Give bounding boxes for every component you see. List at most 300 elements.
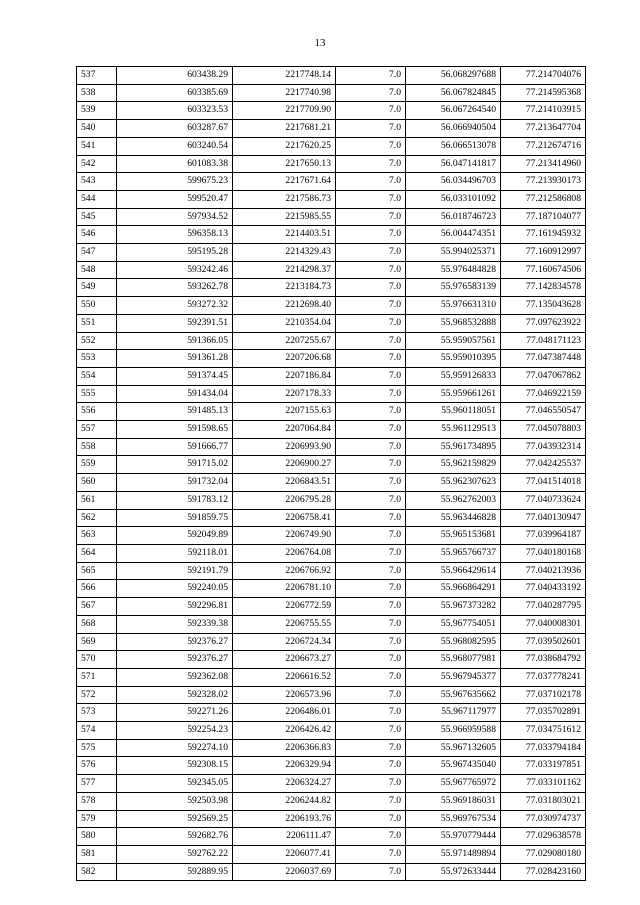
longitude-cell: 77.031803021 bbox=[501, 792, 586, 810]
depth-cell: 7.0 bbox=[336, 173, 406, 191]
table-row bbox=[77, 385, 586, 403]
y-coordinate-cell: 2206755.55 bbox=[233, 615, 336, 633]
x-coordinate-cell: 592391.51 bbox=[117, 314, 233, 332]
table-row bbox=[77, 633, 586, 651]
x-coordinate-cell: 591485.13 bbox=[117, 403, 233, 421]
depth-cell: 7.0 bbox=[336, 120, 406, 138]
x-coordinate-cell: 596358.13 bbox=[117, 226, 233, 244]
y-coordinate-cell: 2217586.73 bbox=[233, 190, 336, 208]
depth-cell: 7.0 bbox=[336, 244, 406, 262]
point-number-cell: 570 bbox=[77, 651, 117, 669]
longitude-cell: 77.214595368 bbox=[501, 84, 586, 102]
longitude-cell: 77.048171123 bbox=[501, 332, 586, 350]
latitude-cell: 56.067824845 bbox=[406, 84, 501, 102]
x-coordinate-cell: 603287.67 bbox=[117, 120, 233, 138]
longitude-cell: 77.214704076 bbox=[501, 67, 586, 85]
y-coordinate-cell: 2213184.73 bbox=[233, 279, 336, 297]
x-coordinate-cell: 592118.01 bbox=[117, 544, 233, 562]
table-row bbox=[77, 173, 586, 191]
x-coordinate-cell: 591361.28 bbox=[117, 350, 233, 368]
table-row bbox=[77, 137, 586, 155]
table-row bbox=[77, 722, 586, 740]
point-number-cell: 562 bbox=[77, 509, 117, 527]
y-coordinate-cell: 2207155.63 bbox=[233, 403, 336, 421]
longitude-cell: 77.033197851 bbox=[501, 757, 586, 775]
longitude-cell: 77.035702891 bbox=[501, 704, 586, 722]
x-coordinate-cell: 592308.15 bbox=[117, 757, 233, 775]
depth-cell: 7.0 bbox=[336, 580, 406, 598]
depth-cell: 7.0 bbox=[336, 403, 406, 421]
point-number-cell: 549 bbox=[77, 279, 117, 297]
latitude-cell: 55.976583139 bbox=[406, 279, 501, 297]
y-coordinate-cell: 2206772.59 bbox=[233, 598, 336, 616]
table-row bbox=[77, 403, 586, 421]
longitude-cell: 77.160912997 bbox=[501, 244, 586, 262]
depth-cell: 7.0 bbox=[336, 332, 406, 350]
latitude-cell: 56.033101092 bbox=[406, 190, 501, 208]
point-number-cell: 554 bbox=[77, 367, 117, 385]
latitude-cell: 55.962762003 bbox=[406, 491, 501, 509]
longitude-cell: 77.040433192 bbox=[501, 580, 586, 598]
point-number-cell: 547 bbox=[77, 244, 117, 262]
depth-cell: 7.0 bbox=[336, 421, 406, 439]
depth-cell: 7.0 bbox=[336, 226, 406, 244]
y-coordinate-cell: 2207178.33 bbox=[233, 385, 336, 403]
table-row bbox=[77, 438, 586, 456]
table-row bbox=[77, 792, 586, 810]
longitude-cell: 77.047387448 bbox=[501, 350, 586, 368]
table-row bbox=[77, 350, 586, 368]
table-row bbox=[77, 527, 586, 545]
depth-cell: 7.0 bbox=[336, 598, 406, 616]
x-coordinate-cell: 591374.45 bbox=[117, 367, 233, 385]
latitude-cell: 55.965766737 bbox=[406, 544, 501, 562]
longitude-cell: 77.043932314 bbox=[501, 438, 586, 456]
depth-cell: 7.0 bbox=[336, 474, 406, 492]
y-coordinate-cell: 2217671.64 bbox=[233, 173, 336, 191]
longitude-cell: 77.029638578 bbox=[501, 828, 586, 846]
longitude-cell: 77.161945932 bbox=[501, 226, 586, 244]
longitude-cell: 77.135043628 bbox=[501, 297, 586, 315]
table-row bbox=[77, 208, 586, 226]
table-row bbox=[77, 332, 586, 350]
x-coordinate-cell: 595195.28 bbox=[117, 244, 233, 262]
longitude-cell: 77.187104077 bbox=[501, 208, 586, 226]
longitude-cell: 77.037102178 bbox=[501, 686, 586, 704]
longitude-cell: 77.040130947 bbox=[501, 509, 586, 527]
longitude-cell: 77.047067862 bbox=[501, 367, 586, 385]
point-number-cell: 555 bbox=[77, 385, 117, 403]
point-number-cell: 569 bbox=[77, 633, 117, 651]
x-coordinate-cell: 592271.26 bbox=[117, 704, 233, 722]
coordinates-table bbox=[76, 66, 586, 881]
depth-cell: 7.0 bbox=[336, 67, 406, 85]
longitude-cell: 77.040287795 bbox=[501, 598, 586, 616]
longitude-cell: 77.212674716 bbox=[501, 137, 586, 155]
x-coordinate-cell: 591715.02 bbox=[117, 456, 233, 474]
latitude-cell: 56.067264540 bbox=[406, 102, 501, 120]
point-number-cell: 567 bbox=[77, 598, 117, 616]
depth-cell: 7.0 bbox=[336, 863, 406, 881]
x-coordinate-cell: 591666.77 bbox=[117, 438, 233, 456]
table-row bbox=[77, 544, 586, 562]
depth-cell: 7.0 bbox=[336, 367, 406, 385]
depth-cell: 7.0 bbox=[336, 633, 406, 651]
depth-cell: 7.0 bbox=[336, 297, 406, 315]
longitude-cell: 77.046922159 bbox=[501, 385, 586, 403]
x-coordinate-cell: 591366.05 bbox=[117, 332, 233, 350]
longitude-cell: 77.033794184 bbox=[501, 739, 586, 757]
depth-cell: 7.0 bbox=[336, 810, 406, 828]
x-coordinate-cell: 592339.38 bbox=[117, 615, 233, 633]
depth-cell: 7.0 bbox=[336, 828, 406, 846]
y-coordinate-cell: 2214403.51 bbox=[233, 226, 336, 244]
point-number-cell: 538 bbox=[77, 84, 117, 102]
x-coordinate-cell: 592682.76 bbox=[117, 828, 233, 846]
point-number-cell: 568 bbox=[77, 615, 117, 633]
y-coordinate-cell: 2217650.13 bbox=[233, 155, 336, 173]
table-row bbox=[77, 863, 586, 881]
y-coordinate-cell: 2206244.82 bbox=[233, 792, 336, 810]
y-coordinate-cell: 2206111.47 bbox=[233, 828, 336, 846]
y-coordinate-cell: 2206749.90 bbox=[233, 527, 336, 545]
latitude-cell: 55.967132605 bbox=[406, 739, 501, 757]
y-coordinate-cell: 2206758.41 bbox=[233, 509, 336, 527]
depth-cell: 7.0 bbox=[336, 190, 406, 208]
x-coordinate-cell: 592362.08 bbox=[117, 668, 233, 686]
point-number-cell: 544 bbox=[77, 190, 117, 208]
y-coordinate-cell: 2206329.94 bbox=[233, 757, 336, 775]
x-coordinate-cell: 591732.04 bbox=[117, 474, 233, 492]
depth-cell: 7.0 bbox=[336, 722, 406, 740]
point-number-cell: 581 bbox=[77, 845, 117, 863]
y-coordinate-cell: 2206766.92 bbox=[233, 562, 336, 580]
longitude-cell: 77.097623922 bbox=[501, 314, 586, 332]
longitude-cell: 77.212586808 bbox=[501, 190, 586, 208]
point-number-cell: 553 bbox=[77, 350, 117, 368]
x-coordinate-cell: 592049.89 bbox=[117, 527, 233, 545]
table-row bbox=[77, 474, 586, 492]
table-body bbox=[77, 67, 586, 881]
x-coordinate-cell: 603385.69 bbox=[117, 84, 233, 102]
y-coordinate-cell: 2207255.67 bbox=[233, 332, 336, 350]
point-number-cell: 564 bbox=[77, 544, 117, 562]
depth-cell: 7.0 bbox=[336, 84, 406, 102]
x-coordinate-cell: 592328.02 bbox=[117, 686, 233, 704]
latitude-cell: 55.967435040 bbox=[406, 757, 501, 775]
latitude-cell: 55.966864291 bbox=[406, 580, 501, 598]
depth-cell: 7.0 bbox=[336, 385, 406, 403]
point-number-cell: 579 bbox=[77, 810, 117, 828]
longitude-cell: 77.041514018 bbox=[501, 474, 586, 492]
depth-cell: 7.0 bbox=[336, 615, 406, 633]
x-coordinate-cell: 603323.53 bbox=[117, 102, 233, 120]
point-number-cell: 577 bbox=[77, 775, 117, 793]
depth-cell: 7.0 bbox=[336, 668, 406, 686]
table-row bbox=[77, 491, 586, 509]
table-row bbox=[77, 102, 586, 120]
depth-cell: 7.0 bbox=[336, 792, 406, 810]
longitude-cell: 77.046550547 bbox=[501, 403, 586, 421]
table-row bbox=[77, 297, 586, 315]
y-coordinate-cell: 2206077.41 bbox=[233, 845, 336, 863]
table-row bbox=[77, 279, 586, 297]
longitude-cell: 77.213930173 bbox=[501, 173, 586, 191]
y-coordinate-cell: 2206193.76 bbox=[233, 810, 336, 828]
x-coordinate-cell: 597934.52 bbox=[117, 208, 233, 226]
depth-cell: 7.0 bbox=[336, 438, 406, 456]
point-number-cell: 572 bbox=[77, 686, 117, 704]
table-row bbox=[77, 580, 586, 598]
table-row bbox=[77, 244, 586, 262]
point-number-cell: 573 bbox=[77, 704, 117, 722]
x-coordinate-cell: 591434.04 bbox=[117, 385, 233, 403]
depth-cell: 7.0 bbox=[336, 704, 406, 722]
y-coordinate-cell: 2206486.01 bbox=[233, 704, 336, 722]
y-coordinate-cell: 2206366.83 bbox=[233, 739, 336, 757]
latitude-cell: 55.967373282 bbox=[406, 598, 501, 616]
table-row bbox=[77, 775, 586, 793]
latitude-cell: 55.963446828 bbox=[406, 509, 501, 527]
x-coordinate-cell: 592376.27 bbox=[117, 633, 233, 651]
table-row bbox=[77, 562, 586, 580]
y-coordinate-cell: 2217709.90 bbox=[233, 102, 336, 120]
latitude-cell: 56.068297688 bbox=[406, 67, 501, 85]
point-number-cell: 574 bbox=[77, 722, 117, 740]
x-coordinate-cell: 592191.79 bbox=[117, 562, 233, 580]
longitude-cell: 77.213414960 bbox=[501, 155, 586, 173]
y-coordinate-cell: 2206673.27 bbox=[233, 651, 336, 669]
depth-cell: 7.0 bbox=[336, 155, 406, 173]
latitude-cell: 55.961129513 bbox=[406, 421, 501, 439]
depth-cell: 7.0 bbox=[336, 544, 406, 562]
y-coordinate-cell: 2207186.84 bbox=[233, 367, 336, 385]
y-coordinate-cell: 2206616.52 bbox=[233, 668, 336, 686]
longitude-cell: 77.034751612 bbox=[501, 722, 586, 740]
x-coordinate-cell: 592889.95 bbox=[117, 863, 233, 881]
y-coordinate-cell: 2217620.25 bbox=[233, 137, 336, 155]
latitude-cell: 55.960118051 bbox=[406, 403, 501, 421]
table-row bbox=[77, 668, 586, 686]
latitude-cell: 55.968532888 bbox=[406, 314, 501, 332]
table-row bbox=[77, 314, 586, 332]
point-number-cell: 550 bbox=[77, 297, 117, 315]
table-row bbox=[77, 155, 586, 173]
point-number-cell: 561 bbox=[77, 491, 117, 509]
depth-cell: 7.0 bbox=[336, 261, 406, 279]
point-number-cell: 543 bbox=[77, 173, 117, 191]
latitude-cell: 55.959010395 bbox=[406, 350, 501, 368]
depth-cell: 7.0 bbox=[336, 527, 406, 545]
y-coordinate-cell: 2217748.14 bbox=[233, 67, 336, 85]
y-coordinate-cell: 2212698.40 bbox=[233, 297, 336, 315]
point-number-cell: 552 bbox=[77, 332, 117, 350]
point-number-cell: 559 bbox=[77, 456, 117, 474]
latitude-cell: 55.967635662 bbox=[406, 686, 501, 704]
table-row bbox=[77, 84, 586, 102]
latitude-cell: 55.965153681 bbox=[406, 527, 501, 545]
x-coordinate-cell: 592296.81 bbox=[117, 598, 233, 616]
table-row bbox=[77, 226, 586, 244]
longitude-cell: 77.037778241 bbox=[501, 668, 586, 686]
table-row bbox=[77, 686, 586, 704]
longitude-cell: 77.142834578 bbox=[501, 279, 586, 297]
y-coordinate-cell: 2215985.55 bbox=[233, 208, 336, 226]
point-number-cell: 560 bbox=[77, 474, 117, 492]
longitude-cell: 77.029080180 bbox=[501, 845, 586, 863]
point-number-cell: 546 bbox=[77, 226, 117, 244]
point-number-cell: 539 bbox=[77, 102, 117, 120]
latitude-cell: 55.967765972 bbox=[406, 775, 501, 793]
table-row bbox=[77, 757, 586, 775]
depth-cell: 7.0 bbox=[336, 314, 406, 332]
y-coordinate-cell: 2217740.98 bbox=[233, 84, 336, 102]
table-row bbox=[77, 810, 586, 828]
longitude-cell: 77.028423160 bbox=[501, 863, 586, 881]
longitude-cell: 77.040008301 bbox=[501, 615, 586, 633]
table-row bbox=[77, 651, 586, 669]
y-coordinate-cell: 2206426.42 bbox=[233, 722, 336, 740]
depth-cell: 7.0 bbox=[336, 739, 406, 757]
latitude-cell: 55.967754051 bbox=[406, 615, 501, 633]
x-coordinate-cell: 593242.46 bbox=[117, 261, 233, 279]
point-number-cell: 542 bbox=[77, 155, 117, 173]
y-coordinate-cell: 2207206.68 bbox=[233, 350, 336, 368]
latitude-cell: 55.967945377 bbox=[406, 668, 501, 686]
latitude-cell: 56.018746723 bbox=[406, 208, 501, 226]
longitude-cell: 77.045078803 bbox=[501, 421, 586, 439]
y-coordinate-cell: 2206781.10 bbox=[233, 580, 336, 598]
point-number-cell: 582 bbox=[77, 863, 117, 881]
x-coordinate-cell: 591598.65 bbox=[117, 421, 233, 439]
x-coordinate-cell: 599675.23 bbox=[117, 173, 233, 191]
table-row bbox=[77, 190, 586, 208]
point-number-cell: 575 bbox=[77, 739, 117, 757]
latitude-cell: 55.961734895 bbox=[406, 438, 501, 456]
depth-cell: 7.0 bbox=[336, 845, 406, 863]
x-coordinate-cell: 592503.98 bbox=[117, 792, 233, 810]
table-row bbox=[77, 845, 586, 863]
page-number: 13 bbox=[314, 37, 326, 49]
depth-cell: 7.0 bbox=[336, 350, 406, 368]
latitude-cell: 56.004474351 bbox=[406, 226, 501, 244]
depth-cell: 7.0 bbox=[336, 686, 406, 704]
y-coordinate-cell: 2210354.04 bbox=[233, 314, 336, 332]
x-coordinate-cell: 592240.05 bbox=[117, 580, 233, 598]
depth-cell: 7.0 bbox=[336, 562, 406, 580]
table-row bbox=[77, 456, 586, 474]
point-number-cell: 558 bbox=[77, 438, 117, 456]
table-row bbox=[77, 509, 586, 527]
depth-cell: 7.0 bbox=[336, 137, 406, 155]
latitude-cell: 56.066513078 bbox=[406, 137, 501, 155]
point-number-cell: 545 bbox=[77, 208, 117, 226]
latitude-cell: 55.962307623 bbox=[406, 474, 501, 492]
point-number-cell: 556 bbox=[77, 403, 117, 421]
longitude-cell: 77.038684792 bbox=[501, 651, 586, 669]
latitude-cell: 55.959057561 bbox=[406, 332, 501, 350]
latitude-cell: 55.976631310 bbox=[406, 297, 501, 315]
latitude-cell: 56.034496703 bbox=[406, 173, 501, 191]
y-coordinate-cell: 2206573.96 bbox=[233, 686, 336, 704]
latitude-cell: 55.994025371 bbox=[406, 244, 501, 262]
point-number-cell: 537 bbox=[77, 67, 117, 85]
x-coordinate-cell: 592762.22 bbox=[117, 845, 233, 863]
depth-cell: 7.0 bbox=[336, 757, 406, 775]
point-number-cell: 571 bbox=[77, 668, 117, 686]
latitude-cell: 55.967117977 bbox=[406, 704, 501, 722]
latitude-cell: 56.066940504 bbox=[406, 120, 501, 138]
x-coordinate-cell: 593262.78 bbox=[117, 279, 233, 297]
depth-cell: 7.0 bbox=[336, 509, 406, 527]
point-number-cell: 548 bbox=[77, 261, 117, 279]
longitude-cell: 77.030974737 bbox=[501, 810, 586, 828]
y-coordinate-cell: 2206764.08 bbox=[233, 544, 336, 562]
x-coordinate-cell: 603240.54 bbox=[117, 137, 233, 155]
point-number-cell: 580 bbox=[77, 828, 117, 846]
latitude-cell: 55.968082595 bbox=[406, 633, 501, 651]
point-number-cell: 557 bbox=[77, 421, 117, 439]
longitude-cell: 77.039502601 bbox=[501, 633, 586, 651]
point-number-cell: 540 bbox=[77, 120, 117, 138]
latitude-cell: 55.962159829 bbox=[406, 456, 501, 474]
point-number-cell: 578 bbox=[77, 792, 117, 810]
point-number-cell: 565 bbox=[77, 562, 117, 580]
longitude-cell: 77.033101162 bbox=[501, 775, 586, 793]
x-coordinate-cell: 592254.23 bbox=[117, 722, 233, 740]
x-coordinate-cell: 601083.38 bbox=[117, 155, 233, 173]
y-coordinate-cell: 2206900.27 bbox=[233, 456, 336, 474]
y-coordinate-cell: 2206037.69 bbox=[233, 863, 336, 881]
table-row bbox=[77, 615, 586, 633]
x-coordinate-cell: 599520.47 bbox=[117, 190, 233, 208]
point-number-cell: 576 bbox=[77, 757, 117, 775]
y-coordinate-cell: 2206843.51 bbox=[233, 474, 336, 492]
latitude-cell: 55.969186031 bbox=[406, 792, 501, 810]
y-coordinate-cell: 2214329.43 bbox=[233, 244, 336, 262]
table-row bbox=[77, 367, 586, 385]
latitude-cell: 55.968077981 bbox=[406, 651, 501, 669]
x-coordinate-cell: 592345.05 bbox=[117, 775, 233, 793]
x-coordinate-cell: 591859.75 bbox=[117, 509, 233, 527]
y-coordinate-cell: 2206724.34 bbox=[233, 633, 336, 651]
point-number-cell: 566 bbox=[77, 580, 117, 598]
longitude-cell: 77.213647704 bbox=[501, 120, 586, 138]
depth-cell: 7.0 bbox=[336, 102, 406, 120]
y-coordinate-cell: 2206795.28 bbox=[233, 491, 336, 509]
latitude-cell: 55.971489894 bbox=[406, 845, 501, 863]
table-row bbox=[77, 67, 586, 85]
y-coordinate-cell: 2206324.27 bbox=[233, 775, 336, 793]
longitude-cell: 77.160674506 bbox=[501, 261, 586, 279]
longitude-cell: 77.042425537 bbox=[501, 456, 586, 474]
table-row bbox=[77, 261, 586, 279]
x-coordinate-cell: 593272.32 bbox=[117, 297, 233, 315]
point-number-cell: 541 bbox=[77, 137, 117, 155]
depth-cell: 7.0 bbox=[336, 208, 406, 226]
latitude-cell: 55.976484828 bbox=[406, 261, 501, 279]
y-coordinate-cell: 2217681.21 bbox=[233, 120, 336, 138]
longitude-cell: 77.040213936 bbox=[501, 562, 586, 580]
latitude-cell: 55.970779444 bbox=[406, 828, 501, 846]
table-row bbox=[77, 421, 586, 439]
table-row bbox=[77, 739, 586, 757]
latitude-cell: 55.969767534 bbox=[406, 810, 501, 828]
point-number-cell: 563 bbox=[77, 527, 117, 545]
y-coordinate-cell: 2214298.37 bbox=[233, 261, 336, 279]
table-row bbox=[77, 704, 586, 722]
longitude-cell: 77.040733624 bbox=[501, 491, 586, 509]
